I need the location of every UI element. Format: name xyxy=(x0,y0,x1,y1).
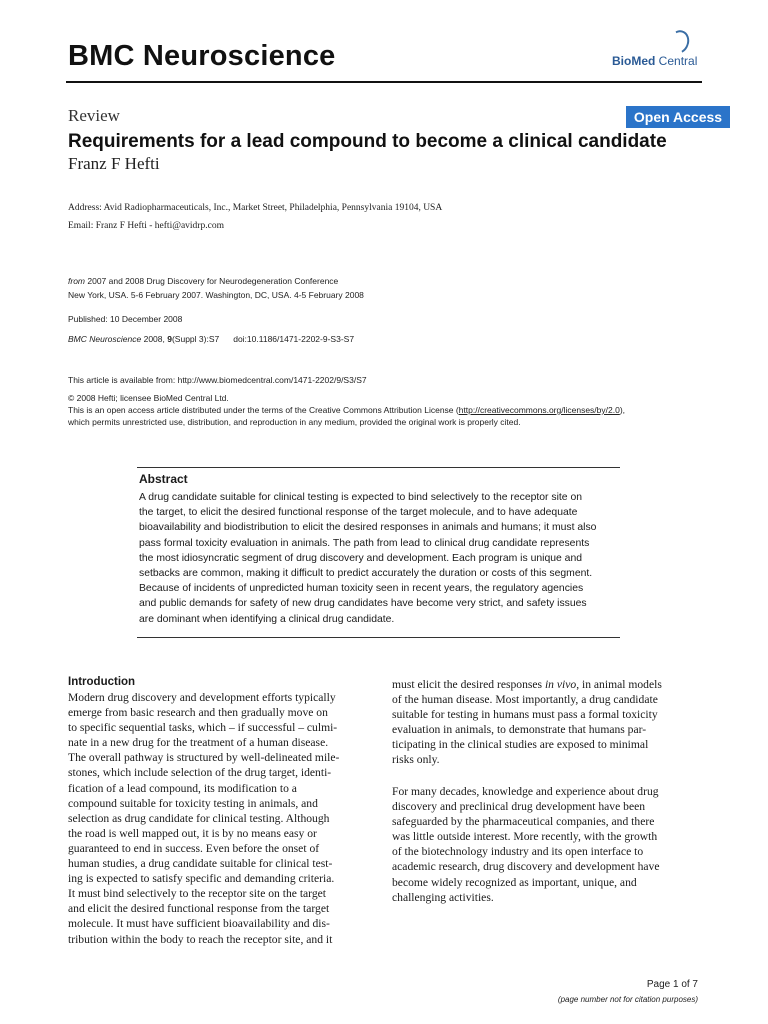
body-line: evaluation in animals, to demonstrate that humans par- xyxy=(392,723,647,737)
body-text: , in animal models xyxy=(576,678,662,691)
license-line-1 xyxy=(68,405,625,415)
body-line: human studies, a drug candidate suitable for clinical test- xyxy=(68,857,333,871)
abstract-line: and public demands for safety of new drug candidates have become very strict, and safety issues xyxy=(139,598,587,610)
abstract-body xyxy=(139,490,621,627)
citation xyxy=(68,334,354,344)
body-line xyxy=(392,677,698,692)
copyright-notice: © 2008 Hefti; licensee BioMed Central Ltd. xyxy=(68,393,229,403)
body-line: Modern drug discovery and development efforts typically xyxy=(68,691,336,704)
publisher-name-regular: Central xyxy=(655,54,698,68)
published-date: Published: 10 December 2008 xyxy=(68,314,183,324)
citation-journal: BMC Neuroscience xyxy=(68,334,142,344)
body-line: academic research, drug discovery and development have xyxy=(392,860,660,874)
body-line: tribution within the body to reach the receptor site, and it xyxy=(68,932,333,946)
abstract-top-rule xyxy=(137,467,620,468)
body-line: become widely recognized as important, unique, and xyxy=(392,875,637,889)
from-prefix: from xyxy=(68,276,85,286)
body-line: molecule. It must have sufficient bioavailability and dis- xyxy=(68,917,330,931)
body-line: of the biotechnology industry and its open interface to xyxy=(392,845,644,859)
body-line: risks only. xyxy=(392,753,440,767)
header-divider xyxy=(66,81,702,83)
doi: doi:10.1186/1471-2202-9-S3-S7 xyxy=(233,334,355,344)
body-line: It must bind selectively to the receptor site on the target xyxy=(68,887,326,901)
introduction-heading: Introduction xyxy=(68,676,136,688)
body-line: emerge from basic research and then gradually move on xyxy=(68,706,328,720)
body-line: ing is expected to satisfy specific and demanding criteria. xyxy=(68,872,335,886)
body-line: was little outside interest. More recently, with the growth xyxy=(392,830,658,844)
body-line: compound suitable for toxicity testing in animals, and xyxy=(68,796,318,810)
body-line: challenging activities. xyxy=(392,890,494,904)
abstract-line: are dominant when identifying a clinical drug candidate. xyxy=(139,613,395,625)
body-line: For many decades, knowledge and experience about drug xyxy=(392,785,659,798)
conference-from xyxy=(68,276,338,286)
journal-title: BMC Neuroscience xyxy=(68,40,336,72)
citation-volume: 9 xyxy=(167,334,172,344)
availability-url[interactable]: This article is available from: http://www.biomedcentral.com/1471-2202/9/S3/S7 xyxy=(68,375,367,385)
abstract-line: pass formal toxicity evaluation in animals. The path from lead to clinical drug candidate represents xyxy=(139,537,590,549)
license-text: This is an open access article distributed under the terms of the Creative Commons Attribution License ( xyxy=(68,405,459,415)
left-column xyxy=(68,690,372,947)
citation-supplement: (Suppl 3):S7 xyxy=(171,334,220,344)
body-line: The overall pathway is structured by well-delineated mile- xyxy=(68,751,340,765)
abstract-heading: Abstract xyxy=(139,472,188,486)
body-line: stones, which include selection of the drug target, identi- xyxy=(68,766,332,780)
body-text: must elicit the desired responses xyxy=(392,678,545,691)
article-title: Requirements for a lead compound to become a clinical candidate xyxy=(68,131,667,152)
body-line: discovery and preclinical drug development have been xyxy=(392,800,646,814)
author-name: Franz F Hefti xyxy=(68,154,160,173)
license-line-2: which permits unrestricted use, distribution, and reproduction in any medium, provided the original work is properly cited. xyxy=(68,417,521,427)
abstract-line: the most idiosyncratic segment of drug discovery and development. Each program is unique and xyxy=(139,552,582,564)
abstract-line: bioavailability and biodistribution to elicit the desired responses in animals and humans; it must also xyxy=(139,522,597,534)
abstract-line: setbacks are common, making it difficult to predict accurately the duration or costs of this segment. xyxy=(139,568,593,580)
abstract-line: Because of incidents of unpredicted human toxicity seen in recent years, the regulatory agencies xyxy=(139,583,584,595)
conference-location: New York, USA. 5-6 February 2007. Washington, DC, USA. 4-5 February 2008 xyxy=(68,290,364,300)
abstract-line: the target, to elicit the desired functional response of the target molecule, and to have adequate xyxy=(139,507,578,519)
abstract-bottom-rule xyxy=(137,637,620,638)
author-email[interactable]: Email: Franz F Hefti - hefti@avidrp.com xyxy=(68,221,224,231)
body-line: and elicit the desired functional response from the target xyxy=(68,902,330,916)
logo-swoosh-icon xyxy=(665,27,692,56)
right-column-paragraph-1 xyxy=(392,677,698,768)
body-line: fication of a lead compound, its modification to a xyxy=(68,781,297,795)
page-number-note: (page number not for citation purposes) xyxy=(557,995,698,1004)
body-line: selection as drug candidate for clinical testing. Although xyxy=(68,811,330,825)
abstract-line: A drug candidate suitable for clinical testing is expected to bind selectively to the receptor site on xyxy=(139,492,583,503)
body-line: nate in a new drug for the treatment of a human disease. xyxy=(68,736,329,750)
author-address: Address: Avid Radiopharmaceuticals, Inc., Market Street, Philadelphia, Pennsylvania 19104, USA xyxy=(68,203,443,213)
publisher-logo xyxy=(612,30,712,70)
body-line: to specific sequential tasks, which – if successful – culmi- xyxy=(68,721,338,735)
open-access-badge: Open Access xyxy=(626,106,730,128)
body-line: safeguarded by the pharmaceutical companies, and there xyxy=(392,815,655,829)
license-text-end: ), xyxy=(619,405,626,415)
body-line: of the human disease. Most importantly, a drug candidate xyxy=(392,693,658,707)
right-column-paragraph-2 xyxy=(392,784,698,905)
body-line: ticipating in the clinical studies are exposed to minimal xyxy=(392,738,649,752)
conference-name: 2007 and 2008 Drug Discovery for Neurodegeneration Conference xyxy=(85,276,339,286)
publisher-name xyxy=(612,54,697,68)
publisher-name-bold: BioMed xyxy=(612,54,656,68)
license-link[interactable]: http://creativecommons.org/licenses/by/2.0 xyxy=(458,405,620,415)
page-number: Page 1 of 7 xyxy=(646,979,698,990)
citation-year: 2008, xyxy=(141,334,168,344)
body-line: guaranteed to end in success. Even before the onset of xyxy=(68,841,320,855)
body-line: suitable for testing in humans must pass a formal toxicity xyxy=(392,708,658,722)
body-italic: in vivo xyxy=(544,678,577,691)
article-type: Review xyxy=(68,106,120,125)
body-line: the road is well mapped out, it is by no means easy or xyxy=(68,826,317,840)
